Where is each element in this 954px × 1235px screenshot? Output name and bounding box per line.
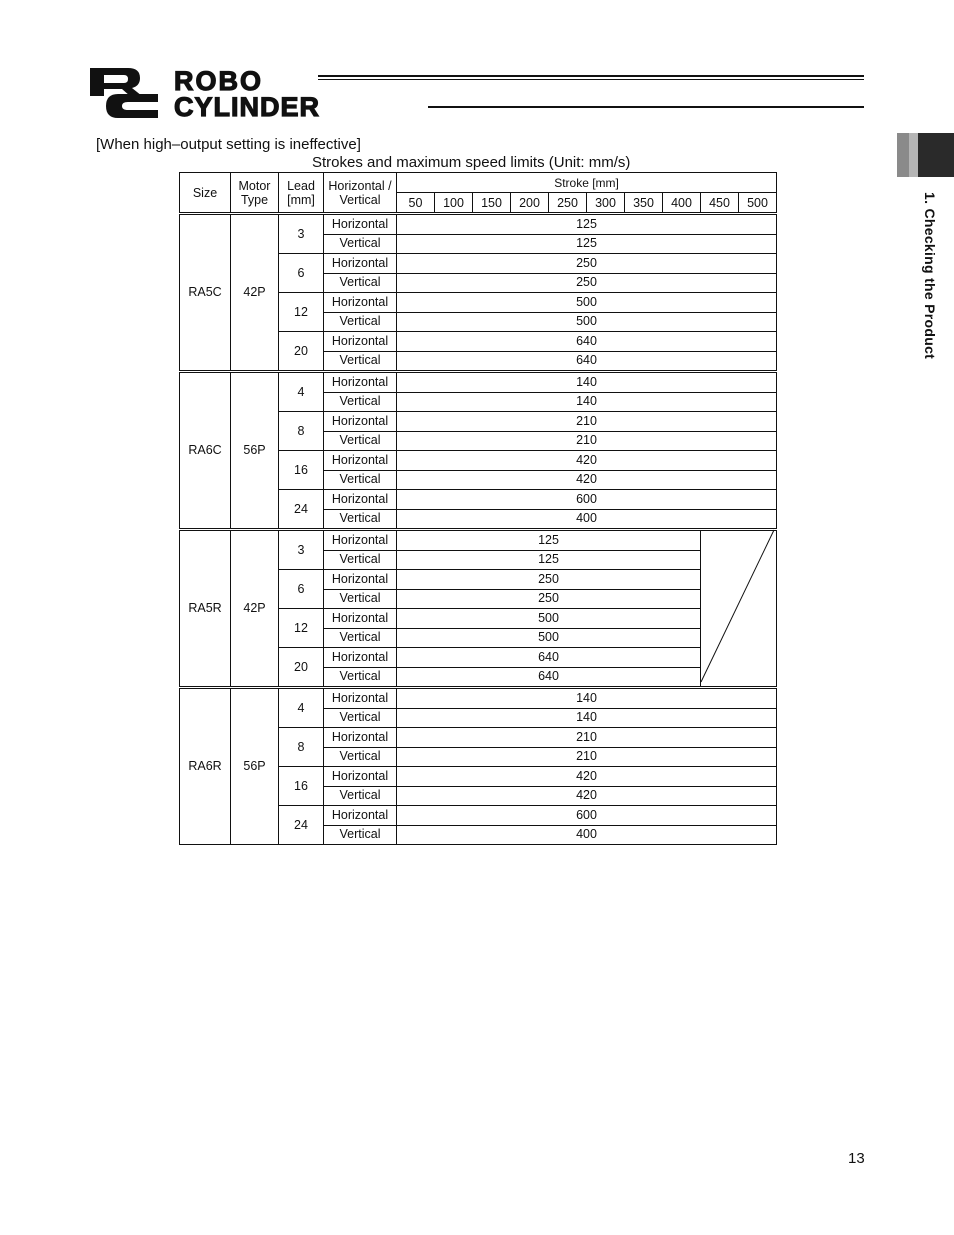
orientation-cell: Horizontal bbox=[324, 806, 397, 826]
lead-cell: 16 bbox=[279, 451, 324, 490]
motor-type-cell: 42P bbox=[231, 214, 279, 372]
svg-text:CYLINDER: CYLINDER bbox=[174, 92, 321, 118]
stroke-header-cell: 400 bbox=[663, 193, 701, 214]
speed-cell: 210 bbox=[397, 728, 777, 748]
orientation-cell: Horizontal bbox=[324, 530, 397, 551]
speed-cell: 420 bbox=[397, 451, 777, 471]
lead-cell: 12 bbox=[279, 293, 324, 332]
setting-note: [When high–output setting is ineffective] bbox=[96, 136, 361, 153]
size-cell: RA6R bbox=[180, 688, 231, 845]
header-lead: Lead [mm] bbox=[279, 173, 324, 214]
orientation-cell: Horizontal bbox=[324, 254, 397, 274]
speed-cell: 125 bbox=[397, 214, 777, 235]
orientation-cell: Horizontal bbox=[324, 609, 397, 629]
lead-cell: 20 bbox=[279, 648, 324, 688]
header-rule-bottom bbox=[428, 106, 864, 108]
speed-cell: 600 bbox=[397, 806, 777, 826]
stroke-header-cell: 300 bbox=[587, 193, 625, 214]
orientation-cell: Vertical bbox=[324, 825, 397, 845]
orientation-cell: Horizontal bbox=[324, 570, 397, 590]
orientation-cell: Vertical bbox=[324, 708, 397, 728]
lead-cell: 6 bbox=[279, 570, 324, 609]
page-number: 13 bbox=[848, 1150, 865, 1167]
motor-type-cell: 56P bbox=[231, 688, 279, 845]
orientation-cell: Vertical bbox=[324, 392, 397, 412]
speed-cell: 500 bbox=[397, 312, 777, 332]
lead-cell: 8 bbox=[279, 728, 324, 767]
speed-cell: 420 bbox=[397, 786, 777, 806]
speed-cell: 420 bbox=[397, 767, 777, 787]
header-rule-top-thin bbox=[318, 79, 864, 80]
speed-cell: 420 bbox=[397, 470, 777, 490]
header-orientation: Horizontal / Vertical bbox=[324, 173, 397, 214]
orientation-cell: Vertical bbox=[324, 351, 397, 372]
lead-cell: 3 bbox=[279, 214, 324, 254]
speed-cell: 500 bbox=[397, 293, 777, 313]
orientation-cell: Horizontal bbox=[324, 490, 397, 510]
speed-cell: 600 bbox=[397, 490, 777, 510]
orientation-cell: Vertical bbox=[324, 747, 397, 767]
speed-cell: 250 bbox=[397, 589, 701, 609]
lead-cell: 20 bbox=[279, 332, 324, 372]
speed-cell: 640 bbox=[397, 667, 701, 688]
speed-cell: 210 bbox=[397, 747, 777, 767]
stroke-speed-table bbox=[179, 172, 777, 845]
side-tab-marker-dark bbox=[918, 133, 954, 177]
speed-cell: 500 bbox=[397, 628, 701, 648]
stroke-header-cell: 500 bbox=[739, 193, 777, 214]
lead-cell: 24 bbox=[279, 806, 324, 845]
speed-cell: 250 bbox=[397, 570, 701, 590]
orientation-cell: Horizontal bbox=[324, 332, 397, 352]
stroke-header-cell: 50 bbox=[397, 193, 435, 214]
orientation-cell: Vertical bbox=[324, 628, 397, 648]
orientation-cell: Vertical bbox=[324, 667, 397, 688]
robo-cylinder-logo bbox=[88, 66, 428, 118]
orientation-cell: Horizontal bbox=[324, 728, 397, 748]
orientation-cell: Horizontal bbox=[324, 293, 397, 313]
side-tab-marker-mid bbox=[909, 133, 918, 177]
speed-cell: 640 bbox=[397, 648, 701, 668]
speed-cell: 140 bbox=[397, 392, 777, 412]
table-caption: Strokes and maximum speed limits (Unit: mm/s) bbox=[312, 154, 631, 171]
orientation-cell: Horizontal bbox=[324, 451, 397, 471]
orientation-cell: Horizontal bbox=[324, 372, 397, 393]
speed-cell: 125 bbox=[397, 530, 701, 551]
motor-type-cell: 42P bbox=[231, 530, 279, 688]
orientation-cell: Vertical bbox=[324, 273, 397, 293]
orientation-cell: Horizontal bbox=[324, 688, 397, 709]
speed-cell: 140 bbox=[397, 372, 777, 393]
size-cell: RA5C bbox=[180, 214, 231, 372]
speed-cell: 140 bbox=[397, 708, 777, 728]
orientation-cell: Horizontal bbox=[324, 648, 397, 668]
header-rule-top bbox=[318, 75, 864, 77]
motor-type-cell: 56P bbox=[231, 372, 279, 530]
lead-cell: 4 bbox=[279, 372, 324, 412]
size-cell: RA6C bbox=[180, 372, 231, 530]
speed-cell: 400 bbox=[397, 509, 777, 530]
speed-cell: 140 bbox=[397, 688, 777, 709]
lead-cell: 8 bbox=[279, 412, 324, 451]
lead-cell: 6 bbox=[279, 254, 324, 293]
orientation-cell: Horizontal bbox=[324, 767, 397, 787]
orientation-cell: Vertical bbox=[324, 589, 397, 609]
stroke-header-cell: 200 bbox=[511, 193, 549, 214]
speed-cell: 500 bbox=[397, 609, 701, 629]
speed-cell: 640 bbox=[397, 351, 777, 372]
table-row bbox=[180, 372, 777, 393]
speed-cell: 125 bbox=[397, 234, 777, 254]
speed-cell: 210 bbox=[397, 412, 777, 432]
stroke-header-cell: 150 bbox=[473, 193, 511, 214]
speed-cell: 640 bbox=[397, 332, 777, 352]
header-motor-type: Motor Type bbox=[231, 173, 279, 214]
stroke-header-cell: 450 bbox=[701, 193, 739, 214]
speed-cell: 400 bbox=[397, 825, 777, 845]
speed-cell: 250 bbox=[397, 254, 777, 274]
header-size: Size bbox=[180, 173, 231, 214]
stroke-header-cell: 250 bbox=[549, 193, 587, 214]
lead-cell: 4 bbox=[279, 688, 324, 728]
orientation-cell: Horizontal bbox=[324, 214, 397, 235]
orientation-cell: Vertical bbox=[324, 550, 397, 570]
lead-cell: 3 bbox=[279, 530, 324, 570]
size-cell: RA5R bbox=[180, 530, 231, 688]
header-stroke: Stroke [mm] bbox=[397, 173, 777, 193]
orientation-cell: Horizontal bbox=[324, 412, 397, 432]
orientation-cell: Vertical bbox=[324, 234, 397, 254]
svg-text:ROBO: ROBO bbox=[174, 66, 263, 96]
table-row bbox=[180, 530, 777, 551]
table-row bbox=[180, 214, 777, 235]
stroke-header-cell: 350 bbox=[625, 193, 663, 214]
stroke-header-cell: 100 bbox=[435, 193, 473, 214]
orientation-cell: Vertical bbox=[324, 509, 397, 530]
orientation-cell: Vertical bbox=[324, 786, 397, 806]
lead-cell: 24 bbox=[279, 490, 324, 530]
lead-cell: 12 bbox=[279, 609, 324, 648]
lead-cell: 16 bbox=[279, 767, 324, 806]
speed-cell: 250 bbox=[397, 273, 777, 293]
table-row bbox=[180, 688, 777, 709]
section-side-label: 1. Checking the Product bbox=[922, 192, 938, 360]
speed-cell: 210 bbox=[397, 431, 777, 451]
orientation-cell: Vertical bbox=[324, 312, 397, 332]
not-applicable-cell bbox=[701, 530, 777, 688]
orientation-cell: Vertical bbox=[324, 431, 397, 451]
orientation-cell: Vertical bbox=[324, 470, 397, 490]
speed-cell: 125 bbox=[397, 550, 701, 570]
